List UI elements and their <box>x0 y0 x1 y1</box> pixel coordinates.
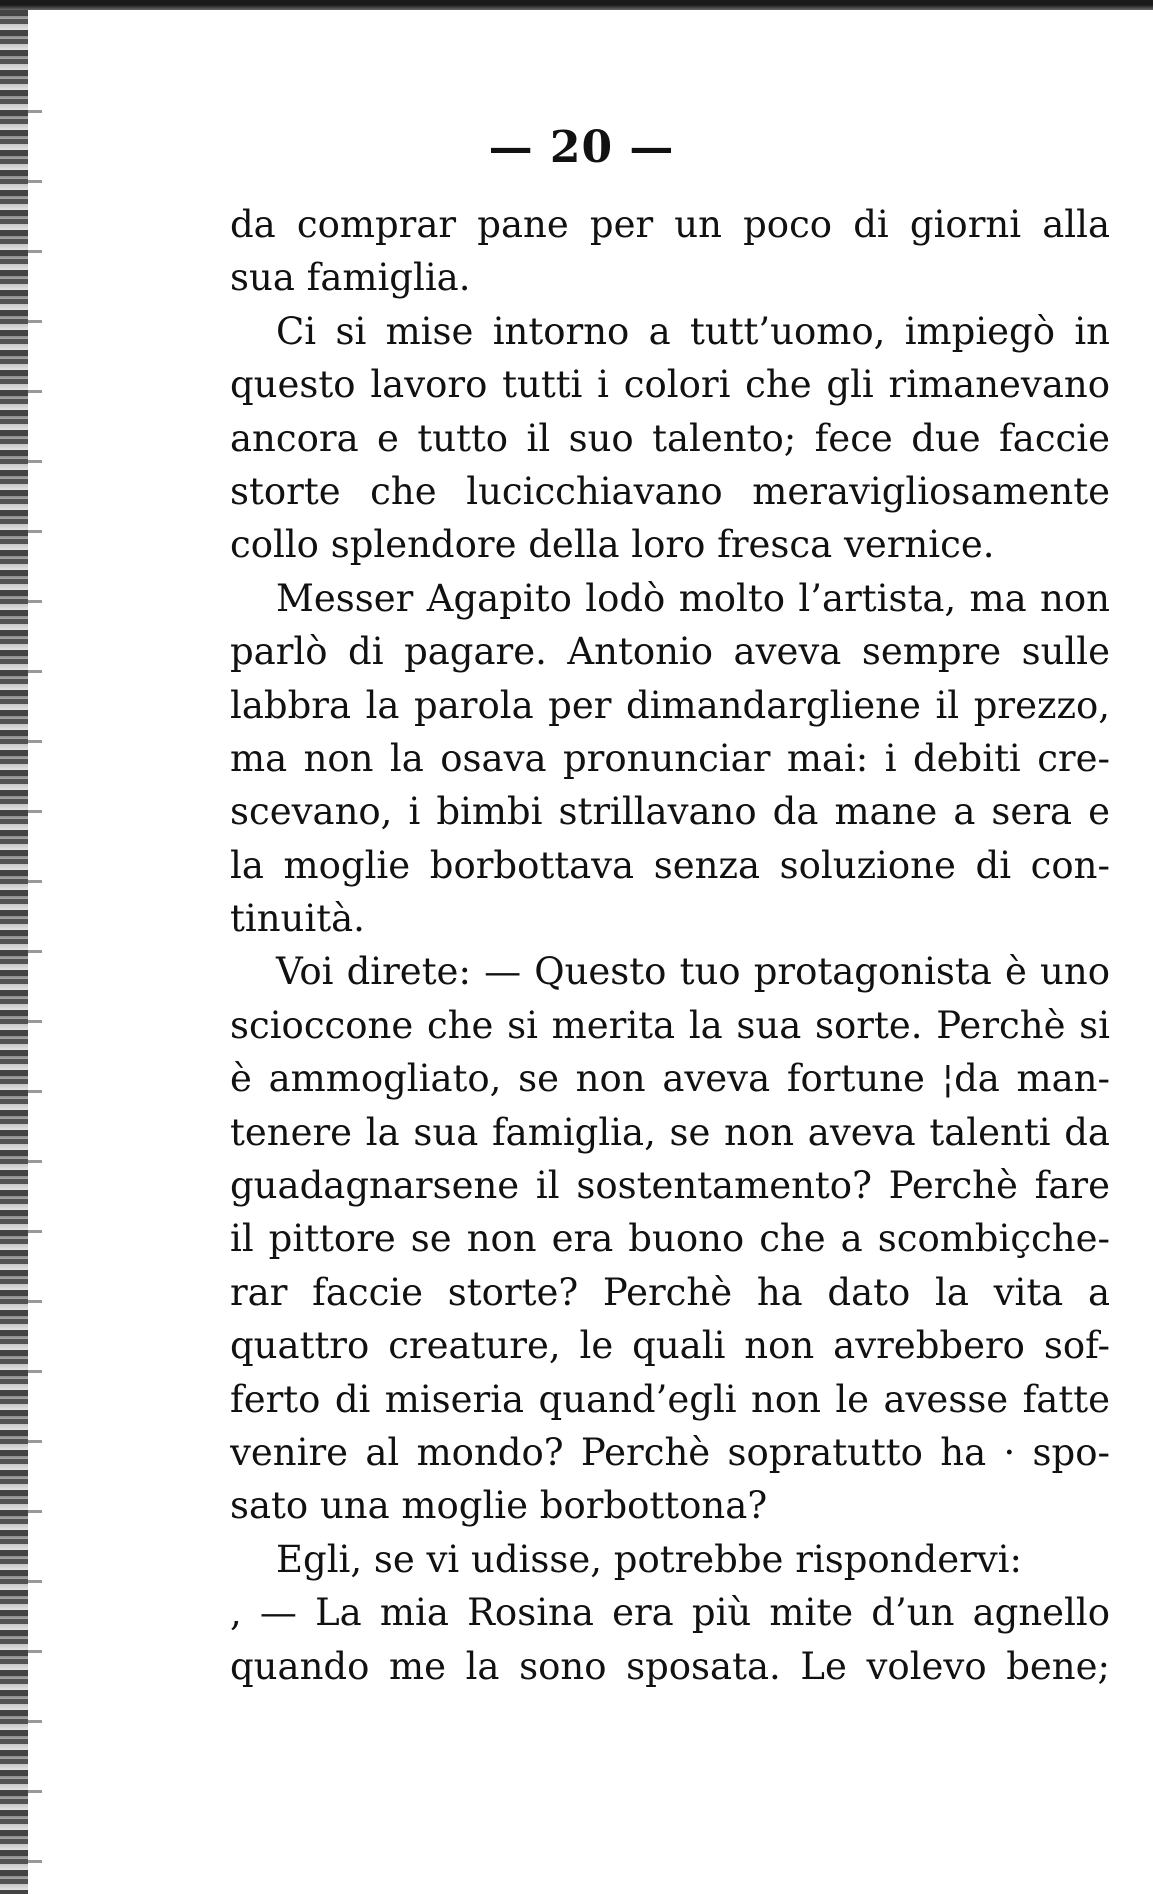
scan-binding-edge <box>0 10 28 1894</box>
text-line: scevano, i bimbi strillavano da mane a sera e <box>230 790 1110 834</box>
text-line: il pittore se non era buono che a scombiçche- <box>230 1217 1110 1261</box>
text-line: Voi direte: — Questo tuo protagonista è uno <box>276 950 1110 994</box>
scan-top-edge <box>0 0 1153 10</box>
text-line: tinuità. <box>230 897 365 941</box>
text-line: storte che lucicchiavano meravigliosamente <box>230 469 1110 513</box>
text-line: questo lavoro tutti i colori che gli rimanevano <box>230 363 1110 407</box>
text-line: quando me la sono sposata. Le volevo bene; <box>230 1644 1110 1688</box>
text-line: ma non la osava pronunciar mai: i debiti cre- <box>230 736 1110 780</box>
text-line: guadagnarsene il sostentamento? Perchè fare <box>230 1164 1110 1208</box>
text-line: è ammogliato, se non aveva fortune ¦da man- <box>230 1057 1110 1101</box>
text-line: rar faccie storte? Perchè ha dato la vita a <box>230 1270 1110 1314</box>
text-line: sua famiglia. <box>230 256 471 300</box>
text-line: collo splendore della loro fresca vernice. <box>230 523 995 567</box>
text-line: da comprar pane per un poco di giorni alla <box>230 203 1110 246</box>
text-line: scioccone che si merita la sua sorte. Perchè si <box>230 1003 1110 1047</box>
text-line: labbra la parola per dimandargliene il prezzo, <box>230 683 1110 727</box>
text-line: tenere la sua famiglia, se non aveva talenti da <box>230 1110 1110 1154</box>
text-line: , — La mia Rosina era più mite d’un agnello <box>230 1591 1110 1635</box>
text-line: ferto di miseria quand’egli non le avesse fatte <box>230 1377 1110 1421</box>
text-line: venire al mondo? Perchè sopratutto ha · spo- <box>230 1430 1110 1474</box>
text-line: ancora e tutto il suo talento; fece due faccie <box>230 416 1110 460</box>
text-line: sato una moglie borbottona? <box>230 1484 768 1528</box>
text-line: Messer Agapito lodò molto l’artista, ma non <box>276 576 1110 620</box>
text-line: Egli, se vi udisse, potrebbe rispondervi: <box>276 1537 1022 1581</box>
body-text <box>230 198 1110 1693</box>
text-line: la moglie borbottava senza soluzione di con- <box>230 843 1110 887</box>
text-line: quattro creature, le quali non avrebbero sof- <box>230 1324 1110 1368</box>
page-number: — 20 — <box>488 122 675 173</box>
scan-binding-shadow <box>28 80 42 1880</box>
text-line: parlò di pagare. Antonio aveva sempre sulle <box>230 630 1110 674</box>
text-line: Ci si mise intorno a tutt’uomo, impiegò in <box>276 309 1110 353</box>
